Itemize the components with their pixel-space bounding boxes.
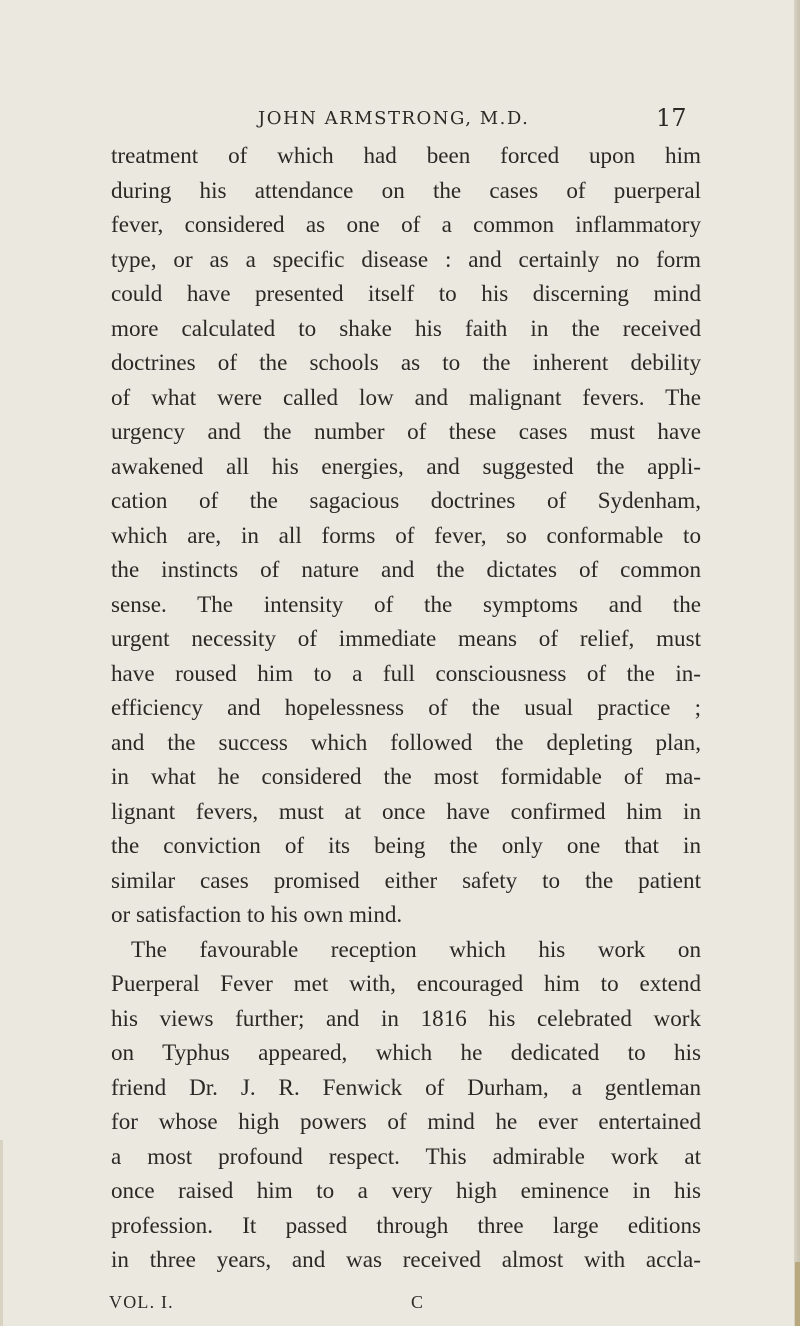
text-line: type, or as a specific disease : and certainly no form xyxy=(111,245,701,272)
text-line: of what were called low and malignant fevers. The xyxy=(111,383,701,410)
text-line: lignant fevers, must at once have confirmed him in xyxy=(111,797,701,824)
text-line: profession. It passed through three large editions xyxy=(111,1211,701,1238)
text-line: Puerperal Fever met with, encouraged him to extend xyxy=(111,970,701,996)
text-line: the instincts of nature and the dictates of common xyxy=(111,556,701,582)
text-line: for whose high powers of mind he ever entertained xyxy=(111,1108,701,1134)
page-footer xyxy=(0,1292,800,1320)
text-line: once raised him to a very high eminence in his xyxy=(111,1177,701,1203)
text-line: sense. The intensity of the symptoms and the xyxy=(111,590,701,617)
text-line: efficiency and hopelessness of the usual practice ; xyxy=(111,694,701,720)
page-edge-right xyxy=(794,0,800,1326)
text-line: treatment of which had been forced upon him xyxy=(111,142,701,168)
signature-mark: C xyxy=(411,1292,424,1312)
text-line: on Typhus appeared, which he dedicated to his xyxy=(111,1039,701,1065)
text-line: have roused him to a full consciousness of the in- xyxy=(111,659,701,686)
text-line: a most profound respect. This admirable work at xyxy=(111,1142,701,1169)
running-head xyxy=(0,104,800,138)
body-text xyxy=(111,138,701,1277)
text-line: during his attendance on the cases of puerperal xyxy=(111,176,701,203)
text-line: awakened all his energies, and suggested the appli- xyxy=(111,452,701,479)
text-line: the conviction of its being the only one that in xyxy=(111,832,701,858)
text-line: in what he considered the most formidable of ma- xyxy=(111,763,701,789)
running-title: JOHN ARMSTRONG, M.D. xyxy=(258,108,530,129)
volume-mark: VOL. I. xyxy=(109,1292,174,1312)
text-line: and the success which followed the depleting plan, xyxy=(111,728,701,755)
text-line: which are, in all forms of fever, so conformable to xyxy=(111,521,701,548)
text-line: could have presented itself to his discerning mind xyxy=(111,280,701,306)
text-line: friend Dr. J. R. Fenwick of Durham, a gentleman xyxy=(111,1073,701,1100)
text-line: doctrines of the schools as to the inherent debility xyxy=(111,349,701,375)
text-line: The favourable reception which his work on xyxy=(131,935,701,962)
page-number: 17 xyxy=(656,104,687,132)
text-line: or satisfaction to his own mind. xyxy=(111,901,403,927)
text-line: his views further; and in 1816 his celebrated work xyxy=(111,1004,701,1031)
text-line: fever, considered as one of a common inflammatory xyxy=(111,211,701,237)
text-line: similar cases promised either safety to the patient xyxy=(111,866,701,893)
text-line: urgent necessity of immediate means of relief, must xyxy=(111,625,701,651)
text-line: urgency and the number of these cases must have xyxy=(111,418,701,444)
text-line: in three years, and was received almost with accla- xyxy=(111,1246,701,1272)
text-line: more calculated to shake his faith in the received xyxy=(111,314,701,341)
text-line: cation of the sagacious doctrines of Sydenham, xyxy=(111,487,701,513)
